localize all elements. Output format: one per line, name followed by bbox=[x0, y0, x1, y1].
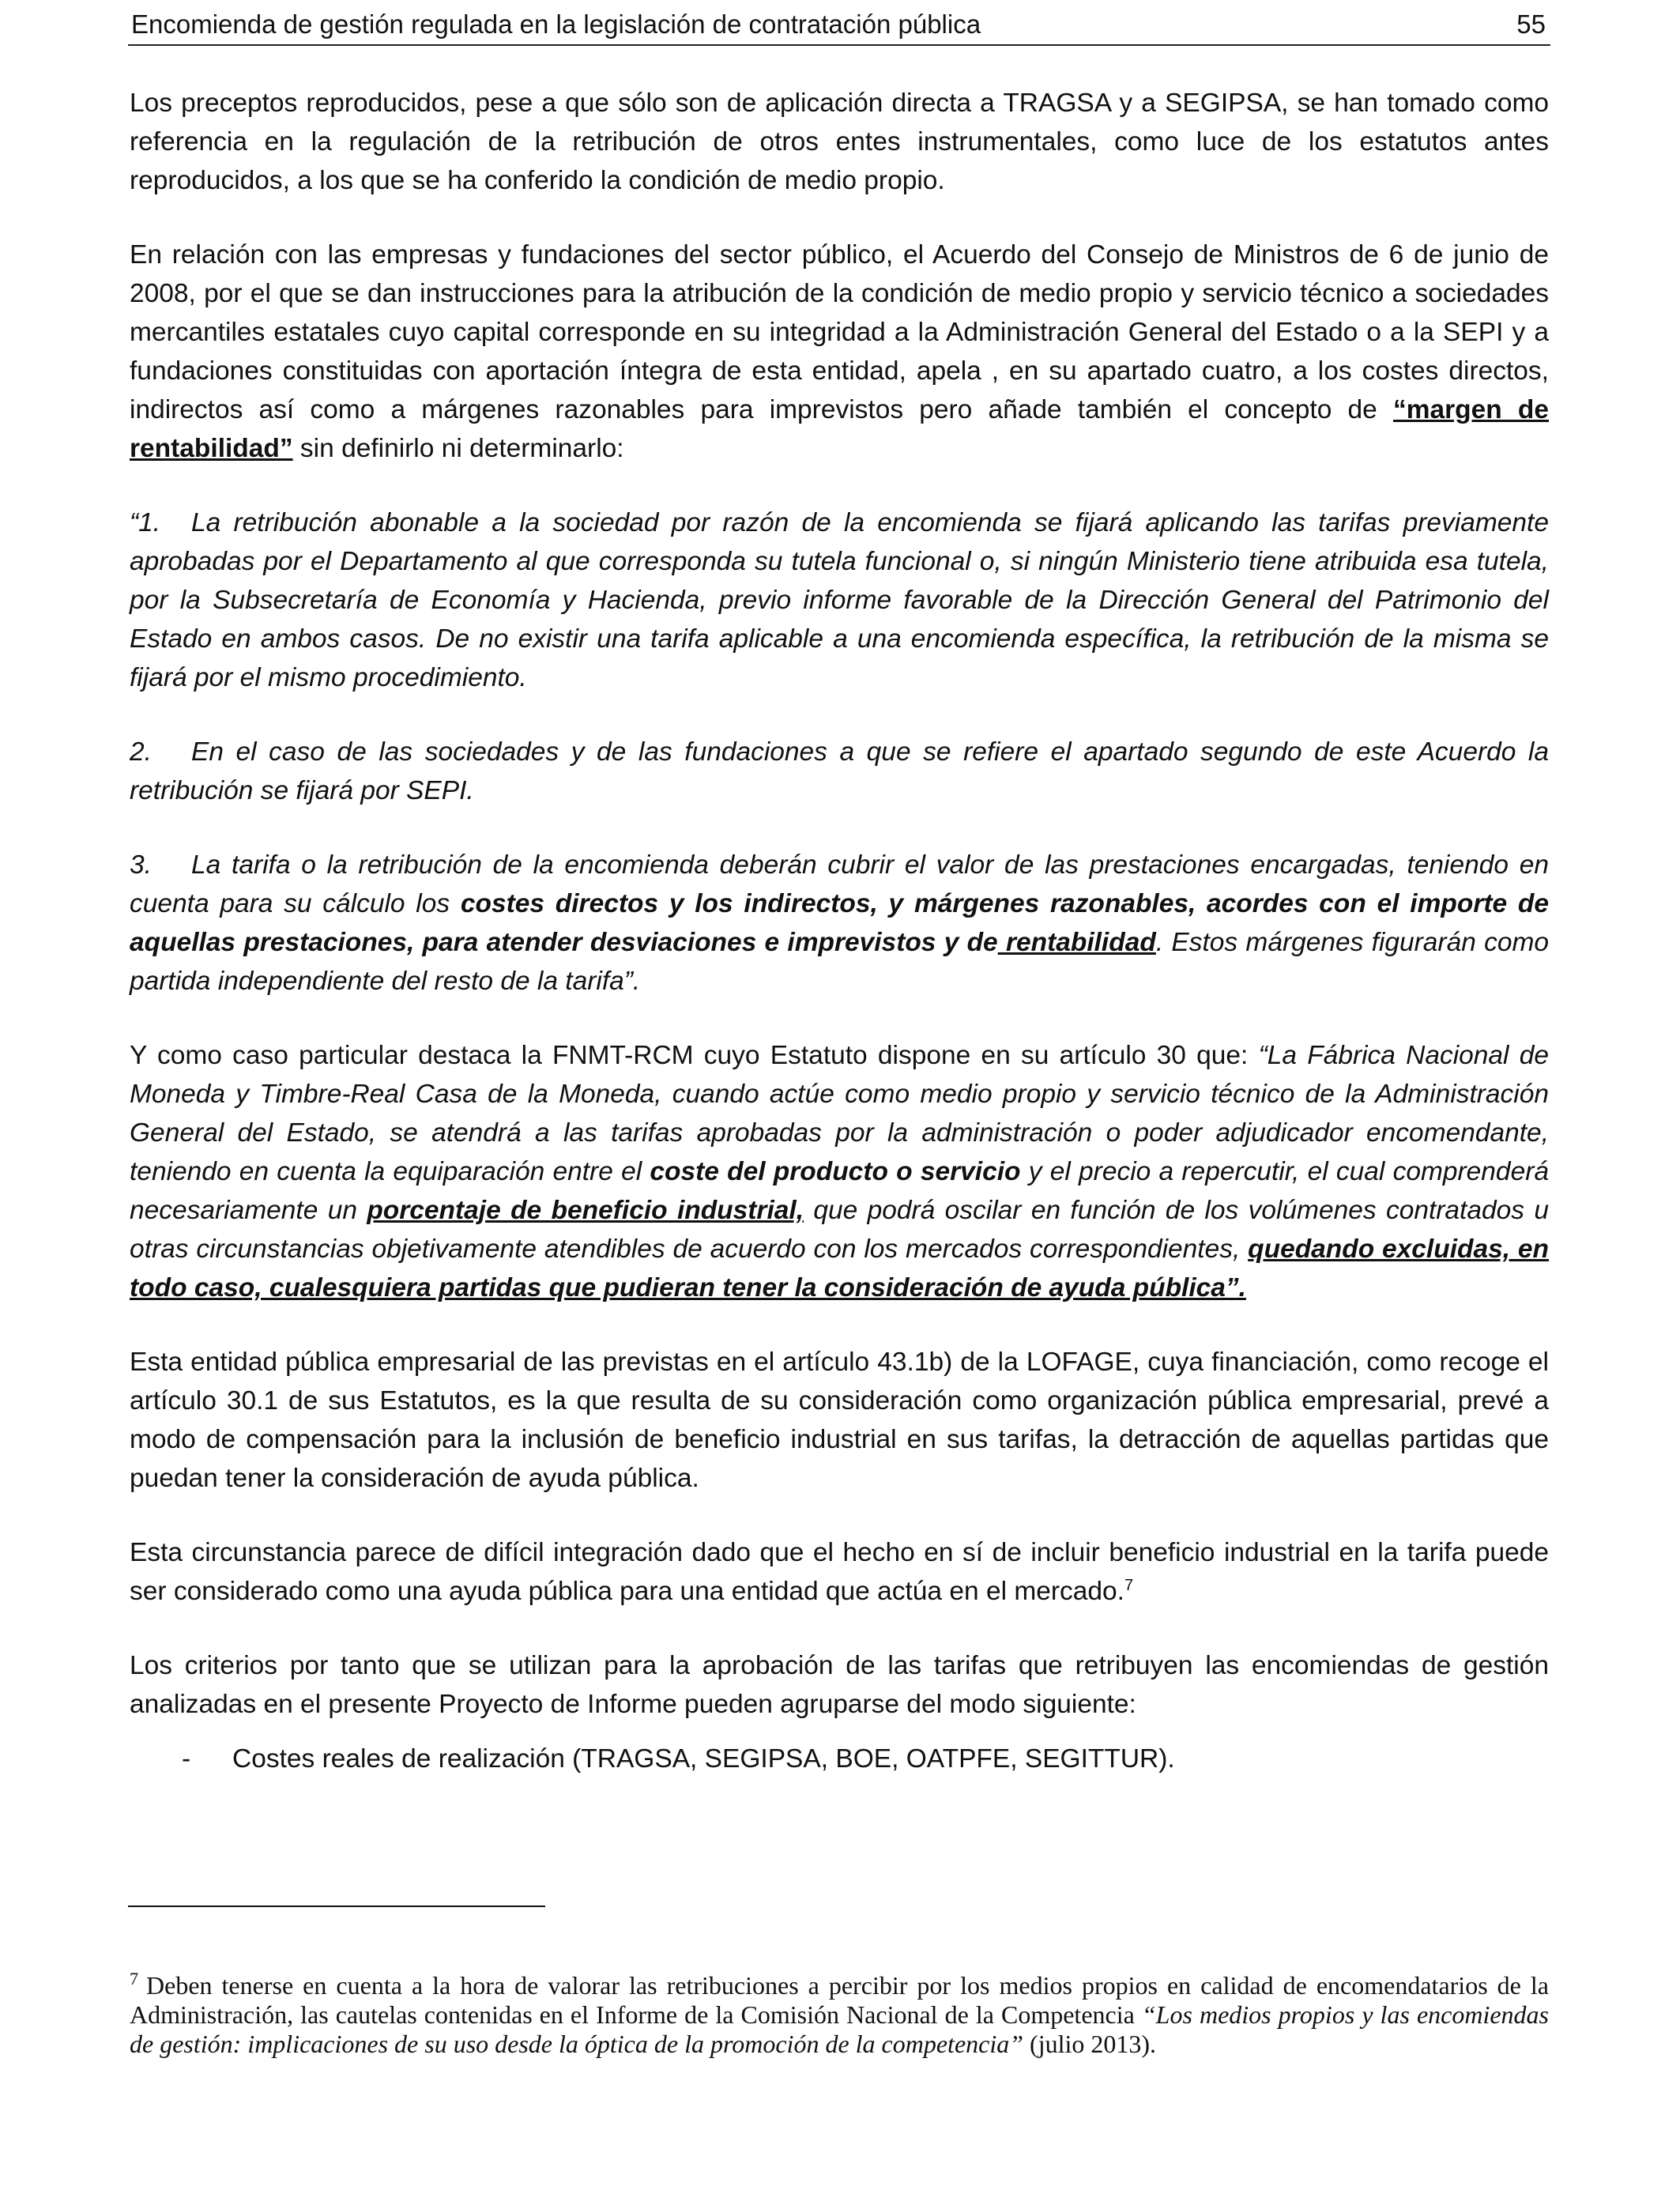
fnmt-coste-producto: coste del producto o servicio bbox=[650, 1157, 1021, 1186]
page-number: 55 bbox=[1516, 9, 1546, 39]
fnmt-quote-part-2: y el precio a repercutir, el cual comprenderá necesariamente un bbox=[130, 1157, 1549, 1225]
quote-item-3-bold: costes directos y los indirectos, y márgenes razonables, acordes con el importe de aquellas prestaciones, para atender desviaciones e imprevistos y de bbox=[130, 889, 1549, 957]
fnmt-quote-part-1: “La Fábrica Nacional de Moneda y Timbre-Real Casa de la Moneda, cuando actúe como medio propio y servicio técnico de la Administración General del Estado, se atendrá a las tarifas aprobadas por la administración o poder adjudicador encomendante, teniendo en cuenta la equiparación entre el bbox=[130, 1041, 1549, 1186]
paragraph-fnmt bbox=[130, 1036, 1549, 1307]
footnote-text: Deben tenerse en cuenta a la hora de valorar las retribuciones a percibir por los medios propios en calidad de encomendatarios de la Administración, las cautelas contenidas en el Informe de la Comisión Nacional de la Competencia bbox=[130, 1971, 1549, 2029]
list-item bbox=[130, 1740, 1549, 1778]
quote-item-2 bbox=[130, 733, 1549, 810]
quote-item-3-rentabilidad: rentabilidad bbox=[997, 928, 1156, 957]
quote-item-1-number: “1. bbox=[130, 508, 161, 537]
margen-rentabilidad-term: “margen de rentabilidad” bbox=[130, 395, 1549, 463]
paragraph-circunstancia bbox=[130, 1533, 1549, 1611]
paragraph-criterios: Los criterios por tanto que se utilizan para la aprobación de las tarifas que retribuyen las encomiendas de gestión analizadas en el presente Proyecto de Informe pueden agruparse del modo siguiente: bbox=[130, 1651, 1549, 1719]
paragraph-lofage: Esta entidad pública empresarial de las previstas en el artículo 43.1b) de la LOFAGE, cuya financiación, como recoge el artículo 30.1 de sus Estatutos, es la que resulta de su consideración como organización pública empresarial, prevé a modo de compensación para la inclusión de beneficio industrial en sus tarifas, la detracción de aquellas partidas que puedan tener la consideración de ayuda pública. bbox=[130, 1348, 1549, 1493]
footnote-number: 7 bbox=[130, 1969, 138, 1989]
quote-item-3-end: . Estos márgenes figurarán como partida independiente del resto de la tarifa”. bbox=[130, 928, 1550, 996]
fnmt-quedando-excluidas: quedando excluidas, en todo caso, cualesquiera partidas que pudieran tener la consideración de ayuda pública”. bbox=[130, 1235, 1549, 1302]
fnmt-porcentaje-beneficio: porcentaje de beneficio industrial, bbox=[367, 1196, 804, 1225]
quote-item-1 bbox=[130, 503, 1549, 697]
running-header bbox=[128, 5, 1550, 46]
quote-item-3 bbox=[130, 846, 1549, 1001]
footnote-end: (julio 2013). bbox=[1023, 2030, 1157, 2058]
quote-item-2-number: 2. bbox=[130, 737, 152, 767]
quote-item-3-text: La tarifa o la retribución de la encomienda deberán cubrir el valor de las prestaciones encargadas, teniendo en cuenta para su cálculo los bbox=[130, 850, 1549, 918]
fnmt-quote-part-3: que podrá oscilar en función de los volúmenes contratados u otras circunstancias objetivamente atendibles de acuerdo con los mercados correspondientes, bbox=[130, 1196, 1549, 1264]
footnote-separator bbox=[128, 1906, 545, 1907]
paragraph-2-text: En relación con las empresas y fundaciones del sector público, el Acuerdo del Consejo de Ministros de 6 de junio de 2008, por el que se dan instrucciones para la atribución de la condición de medio propio y servicio técnico a sociedades mercantiles estatales cuyo capital corresponde en su integridad a la Administración General del Estado o a la SEPI y a fundaciones constituidas con aportación íntegra de esta entidad, apela , en su apartado cuatro, a los costes directos, indirectos así como a márgenes razonables para imprevistos pero añade también el concepto de bbox=[130, 240, 1549, 424]
body-text bbox=[130, 84, 1549, 1778]
list-item-text: Costes reales de realización (TRAGSA, SEGIPSA, BOE, OATPFE, SEGITTUR). bbox=[232, 1744, 1175, 1774]
paragraph-2 bbox=[130, 236, 1549, 468]
footnote-italic-title: “Los medios propios y las encomiendas de gestión: implicaciones de su uso desde la óptica de la promoción de la competencia” bbox=[130, 2000, 1550, 2058]
footnote-reference: 7 bbox=[1124, 1576, 1134, 1594]
quote-item-2-text: En el caso de las sociedades y de las fundaciones a que se refiere el apartado segundo de este Acuerdo la retribución se fijará por SEPI. bbox=[130, 737, 1549, 805]
list-dash: - bbox=[182, 1744, 191, 1774]
paragraph-1: Los preceptos reproducidos, pese a que sólo son de aplicación directa a TRAGSA y a SEGIPSA, se han tomado como referencia en la regulación de la retribución de otros entes instrumentales, como luce de los estatutos antes reproducidos, a los que se ha conferido la condición de medio propio. bbox=[130, 89, 1549, 195]
header-title: Encomienda de gestión regulada en la legislación de contratación pública bbox=[131, 9, 981, 39]
paragraph-2-end: sin definirlo ni determinarlo: bbox=[292, 434, 624, 463]
paragraph-circunstancia-text: Esta circunstancia parece de difícil integración dado que el hecho en sí de incluir beneficio industrial en la tarifa puede ser considerado como una ayuda pública para una entidad que actúa en el mercado. bbox=[130, 1538, 1549, 1606]
quote-item-3-number: 3. bbox=[130, 850, 152, 880]
paragraph-fnmt-intro: Y como caso particular destaca la FNMT-RCM cuyo Estatuto dispone en su artículo 30 que: bbox=[130, 1041, 1259, 1070]
quote-item-1-text: La retribución abonable a la sociedad por razón de la encomienda se fijará aplicando las tarifas previamente aprobadas por el Departamento al que corresponda su tutela funcional o, si ningún Ministerio tiene atribuida esa tutela, por la Subsecretaría de Economía y Hacienda, previo informe favorable de la Dirección General del Patrimonio del Estado en ambos casos. De no existir una tarifa aplicable a una encomienda específica, la retribución de la misma se fijará por el mismo procedimiento. bbox=[130, 508, 1549, 692]
footnote bbox=[130, 1971, 1549, 2059]
